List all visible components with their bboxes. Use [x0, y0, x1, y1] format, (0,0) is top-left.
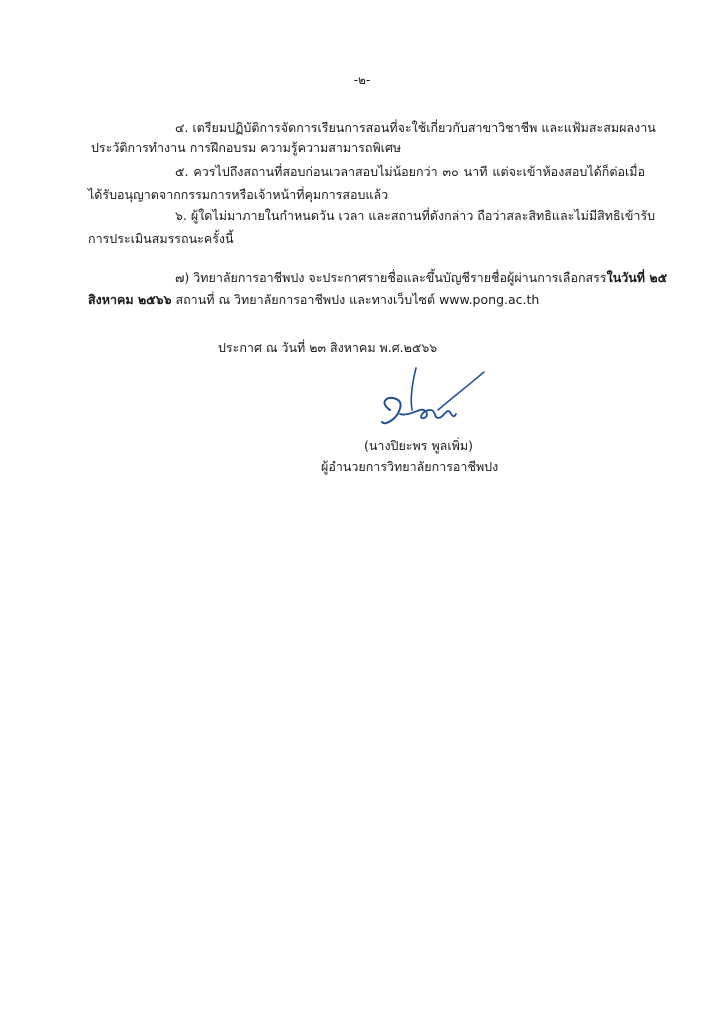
section7-line2-text: สถานที่ ณ วิทยาลัยการอาชีพปง และทางเว็บไซต์ www.pong.ac.th [171, 292, 540, 307]
section7-line1-text: ๗) วิทยาลัยการอาชีพปง จะประกาศรายชื่อและขึ้นบัญชีรายชื่อผู้ผ่านการเลือกสรร [175, 270, 607, 285]
item5-line1: ๕. ควรไปถึงสถานที่สอบก่อนเวลาสอบไม่น้อยกว่า ๓๐ นาที แต่จะเข้าห้องสอบได้ก็ต่อเมื่อ [175, 164, 645, 179]
section7-line1-bold: ในวันที่ ๒๕ [606, 270, 668, 285]
item6-line2: การประเมินสมรรถนะครั้งนี้ [88, 231, 234, 246]
signature-image [372, 366, 488, 428]
signer-name: (นางปิยะพร พูลเพิ่ม) [364, 438, 473, 453]
announce-date: ประกาศ ณ วันที่ ๒๓ สิงหาคม พ.ศ.๒๕๖๖ [218, 340, 438, 355]
item4-line1: ๔. เตรียมปฏิบัติการจัดการเรียนการสอนที่จะใช้เกี่ยวกับสาขาวิชาชีพ และแฟ้มสะสมผลงาน [175, 120, 656, 135]
section7-line2-bold: สิงหาคม ๒๕๖๖ [88, 292, 172, 307]
item5-line2: ได้รับอนุญาตจากกรรมการหรือเจ้าหน้าที่คุมการสอบแล้ว [88, 187, 389, 202]
signer-title: ผู้อำนวยการวิทยาลัยการอาชีพปง [321, 459, 499, 474]
section7-line2 [88, 292, 539, 308]
page-number: -๒- [353, 73, 371, 87]
item4-line2: ประวัติการทำงาน การฝึกอบรม ความรู้ความสามารถพิเศษ [91, 140, 402, 155]
item6-line1: ๖. ผู้ใดไม่มาภายในกำหนดวัน เวลา และสถานที่ดังกล่าว ถือว่าสละสิทธิและไม่มีสิทธิเข้ารับ [175, 208, 656, 223]
section7-line1 [175, 270, 668, 286]
